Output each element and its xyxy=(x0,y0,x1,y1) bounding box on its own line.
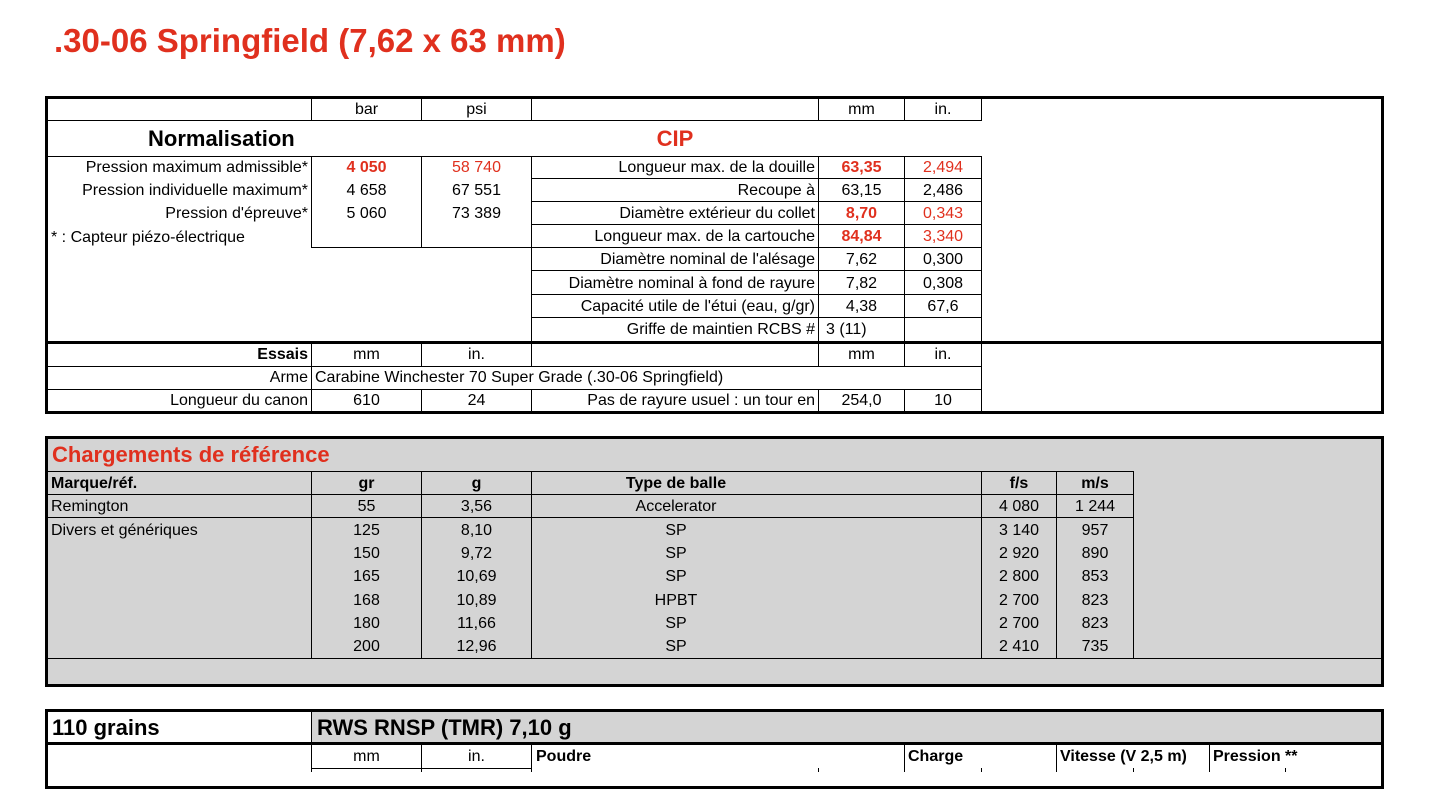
fs-cell: 4 080 xyxy=(998,498,1040,515)
pressure-psi: 67 551 xyxy=(452,182,501,199)
col-header-brand: Marque/réf. xyxy=(51,475,138,492)
unit-in: in. xyxy=(934,101,952,118)
dim-label: Longueur max. de la douille xyxy=(618,159,815,176)
dim-label: Recoupe à xyxy=(737,182,815,199)
footnote: * : Capteur piézo-électrique xyxy=(51,229,245,246)
dim-in: 2,494 xyxy=(922,159,964,176)
gr-cell: 55 xyxy=(357,498,376,515)
g-cell: 11,66 xyxy=(457,615,496,632)
pressure-bar: 4 658 xyxy=(346,182,387,199)
canon-label: Longueur du canon xyxy=(170,392,308,409)
gr-cell: 125 xyxy=(353,522,380,539)
pas-in: 10 xyxy=(934,392,952,409)
g-cell: 8,10 xyxy=(460,522,493,539)
essais-unit-in: in. xyxy=(468,346,485,363)
load-col-mm: mm xyxy=(353,748,380,765)
dim-in: 0,308 xyxy=(922,275,964,292)
dim-mm: 8,70 xyxy=(845,205,878,222)
dim-label: Capacité utile de l'étui (eau, g/gr) xyxy=(580,298,815,315)
type-cell: SP xyxy=(665,568,687,585)
cip-heading: CIP xyxy=(656,126,694,151)
dim-in: 3,340 xyxy=(922,228,964,245)
type-cell: SP xyxy=(665,545,687,562)
dim-mm: 4,38 xyxy=(845,298,878,315)
essais-label: Essais xyxy=(257,346,308,363)
col-header-ms: m/s xyxy=(1081,475,1109,492)
dim-label: Griffe de maintien RCBS # xyxy=(626,321,815,338)
dim-in: 0,343 xyxy=(922,205,964,222)
pressure-psi: 58 740 xyxy=(452,159,501,176)
type-cell: SP xyxy=(665,615,687,632)
dim-label: Diamètre extérieur du collet xyxy=(619,205,815,222)
gr-cell: 150 xyxy=(353,545,380,562)
g-cell: 10,69 xyxy=(456,568,497,585)
g-cell: 3,56 xyxy=(460,498,493,515)
pressure-bar: 5 060 xyxy=(346,205,387,222)
gr-cell: 165 xyxy=(353,568,380,585)
col-header-gr: gr xyxy=(358,475,375,492)
dim-label: Diamètre nominal de l'alésage xyxy=(600,251,815,268)
ms-cell: 957 xyxy=(1081,522,1109,539)
type-cell: Accelerator xyxy=(635,498,717,515)
arme-label: Arme xyxy=(269,369,308,386)
dim-mm: 7,62 xyxy=(845,251,878,268)
dim-mm: 84,84 xyxy=(841,228,882,245)
pressure-label: Pression maximum admissible* xyxy=(85,159,308,176)
dim-label: Longueur max. de la cartouche xyxy=(594,228,815,245)
gr-cell: 180 xyxy=(353,615,380,632)
essais-unit-mm2: mm xyxy=(848,346,875,363)
canon-in: 24 xyxy=(467,392,486,409)
ms-cell: 823 xyxy=(1081,615,1109,632)
load-grains: 110 grains xyxy=(52,715,160,740)
pas-mm: 254,0 xyxy=(841,392,882,409)
load-col-in: in. xyxy=(468,748,485,765)
dim-mm: 63,35 xyxy=(841,159,882,176)
essais-unit-in2: in. xyxy=(934,346,952,363)
fs-cell: 2 920 xyxy=(998,545,1040,562)
load-col-velocity: Vitesse (V 2,5 m) xyxy=(1060,748,1187,765)
g-cell: 12,96 xyxy=(456,638,497,655)
ms-cell: 853 xyxy=(1081,568,1109,585)
dim-in: 2,486 xyxy=(922,182,964,199)
type-cell: SP xyxy=(665,638,687,655)
brand-cell: Remington xyxy=(51,498,129,515)
g-cell: 10,89 xyxy=(456,592,497,609)
dim-mm: 63,15 xyxy=(841,182,882,199)
dim-in: 67,6 xyxy=(927,298,959,315)
col-header-type: Type de balle xyxy=(625,475,727,492)
fs-cell: 2 700 xyxy=(998,592,1040,609)
g-cell: 9,72 xyxy=(460,545,493,562)
fs-cell: 2 700 xyxy=(998,615,1040,632)
ms-cell: 823 xyxy=(1081,592,1109,609)
pas-label: Pas de rayure usuel : un tour en xyxy=(587,392,815,409)
arme-value: Carabine Winchester 70 Super Grade (.30-06 Springfield) xyxy=(315,369,724,386)
fs-cell: 2 410 xyxy=(998,638,1040,655)
load-col-pressure: Pression ** xyxy=(1213,748,1298,765)
gr-cell: 200 xyxy=(353,638,380,655)
ms-cell: 1 244 xyxy=(1074,498,1116,515)
ms-cell: 890 xyxy=(1081,545,1109,562)
canon-mm: 610 xyxy=(353,392,380,409)
dim-mm: 3 (11) xyxy=(826,321,867,338)
brand-cell: Divers et génériques xyxy=(51,522,198,539)
page-title: .30-06 Springfield (7,62 x 63 mm) xyxy=(54,22,566,59)
type-cell: SP xyxy=(665,522,687,539)
load-col-powder: Poudre xyxy=(536,748,592,765)
dim-mm: 7,82 xyxy=(845,275,878,292)
gr-cell: 168 xyxy=(353,592,380,609)
col-header-g: g xyxy=(471,475,482,492)
unit-psi: psi xyxy=(466,101,487,118)
fs-cell: 3 140 xyxy=(998,522,1040,539)
load-bullet: RWS RNSP (TMR) 7,10 g xyxy=(317,715,572,740)
pressure-psi: 73 389 xyxy=(452,205,501,222)
fs-cell: 2 800 xyxy=(998,568,1040,585)
dim-label: Diamètre nominal à fond de rayure xyxy=(568,275,815,292)
load-col-charge: Charge xyxy=(908,748,964,765)
col-header-fs: f/s xyxy=(1009,475,1029,492)
pressure-label: Pression d'épreuve* xyxy=(165,205,308,222)
essais-unit-mm: mm xyxy=(353,346,380,363)
pressure-label: Pression individuelle maximum* xyxy=(82,182,308,199)
unit-mm: mm xyxy=(848,101,875,118)
pressure-bar: 4 050 xyxy=(346,159,387,176)
type-cell: HPBT xyxy=(654,592,698,609)
ms-cell: 735 xyxy=(1081,638,1109,655)
dim-in: 0,300 xyxy=(922,251,964,268)
reference-title: Chargements de référence xyxy=(52,442,330,467)
unit-bar: bar xyxy=(354,101,379,118)
normalisation-heading: Normalisation xyxy=(148,126,295,151)
